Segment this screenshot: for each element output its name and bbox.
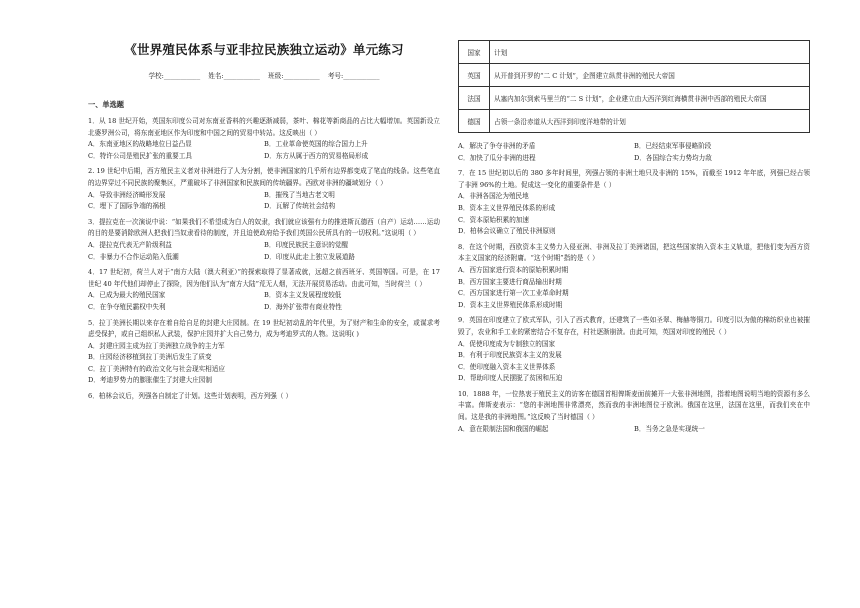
option: D．各国综合实力势均力敌 <box>634 153 712 162</box>
table-cell: 法国 <box>459 87 490 110</box>
question-7: 7．在 15 世纪初以后的 380 多年时间里，列强占领的非洲土地只及非洲的 15%，而截至 1912 年年底，列强已经占领了非洲 96%的土地。促成这一变化的重要条件是（ ） <box>458 169 810 189</box>
option: D．资本主义世界殖民体系形成时期 <box>458 300 563 309</box>
option: A．封建庄园主成为拉丁美洲独立战争的主力军 <box>88 341 225 350</box>
table-cell: 英国 <box>459 64 490 87</box>
question-10-options <box>458 424 810 436</box>
option: C．埋下了国际争端的祸根 <box>88 202 166 211</box>
question-8: 8．在这个时期，西欧资本主义势力入侵亚洲、非洲及拉丁美洲诸国，把这些国家纳入资本主义轨道，把他们变为西方资本主义国家的经济附庸。“这个时期”指的是（ ） <box>458 242 810 263</box>
option: B．庄园经济移植到拉丁美洲后发生了质变 <box>88 353 212 362</box>
option: B．摧残了当地古老文明 <box>264 190 335 199</box>
exam-number-field: 考号:___________ <box>327 72 380 80</box>
question-3: 3．提拉克在一次演说中说：“如果我们不希望成为白人的奴隶，我们就应该强有力的推进斯瓦德西（自产）运动……运动的目的是要消除欧洲人把我们当奴隶看待的制度，并且迫使政府给予我们英国公民所具有的一切权利。”这说明（ ） <box>88 217 440 238</box>
table-header-cell: 计划 <box>490 41 810 64</box>
question-5: 5．拉丁美洲长期以来存在着自给自足的封建大庄园制。在 19 世纪初动乱的年代里，为了财产和生命的安全，或谋求考虑受保护，或自己组织私人武装，保护庄园并扩大自己势力，成为考迪罗式的人物。这说明( ) <box>88 318 440 339</box>
question-4-options <box>88 290 440 313</box>
option: B．当务之急是实现统一 <box>634 424 705 433</box>
name-field: 姓名:___________ <box>208 72 260 80</box>
option: B．工业革命使英国的综合国力上升 <box>264 140 368 149</box>
table-cell: 从塞内加尔到索马里兰的“二 S 计划”，企业建立由大西洋到红海横贯非洲中西部的殖民大帝国 <box>490 87 810 110</box>
left-column <box>88 40 440 403</box>
option: B．有利于印度民族资本主义的发展 <box>458 351 562 360</box>
table-header-cell: 国家 <box>459 41 490 64</box>
table-row <box>459 110 810 133</box>
option: A．导致非洲经济畸形发展 <box>88 190 166 199</box>
question-4: 4．17 世纪初，荷兰人对于“南方大陆（澳大利亚）”的探索取得了显著成就，远超之前西班牙、英国等国。可是，在 17 世纪 40 年代他们却停止了探险，因为他们认为“南方大陆”荒无人烟，无法开展贸易活动。由此可知，当时荷兰（ ） <box>88 268 440 288</box>
option: A．意在限制法国和俄国的崛起 <box>458 424 549 433</box>
question-6-options <box>458 141 810 164</box>
table-row <box>459 87 810 110</box>
option: C．加快了瓜分非洲的进程 <box>458 153 536 162</box>
page-title: 《世界殖民体系与亚非拉民族独立运动》单元练习 <box>124 42 404 57</box>
question-5-options <box>88 341 440 387</box>
section-heading: 一、单选题 <box>88 100 124 109</box>
class-field: 班级:___________ <box>268 72 320 80</box>
question-1-options <box>88 139 440 162</box>
table-cell: 占领一条沿赤道从大西洋到印度洋地带的计划 <box>490 110 810 133</box>
option: C．拉丁美洲特有的政治文化与社会现实相适应 <box>88 364 225 373</box>
table-cell: 德国 <box>459 110 490 133</box>
question-1: 1．从 18 世纪开始，英国东印度公司对东南亚香料的兴趣逐渐减弱，茶叶、棉花等新商品的占比大幅增加。英国新设立北婆罗洲公司，将东南亚地区作为印度和中国之间的贸易中转站。这反映出（ ） <box>88 117 440 137</box>
question-3-options <box>88 240 440 263</box>
option: A．促使印度成为专制独立的国家 <box>458 339 556 348</box>
table-header-row <box>459 41 810 64</box>
option: B．印度民族民主意识的觉醒 <box>264 240 348 249</box>
question-6: 6．柏林会议后，列强各自制定了计划。这些计划表明，西方列强（ ） <box>88 392 293 401</box>
option: B．资本主义发展程度较低 <box>264 291 342 300</box>
option: A．非洲各国沦为殖民地 <box>458 192 529 201</box>
school-field: 学校:___________ <box>148 72 201 80</box>
question-10: 10．1888 年，一位热衷于殖民主义的访客在德国首相俾斯麦面前摊开一大张非洲地图，指着地图说明当地的资源有多么丰富。俾斯麦表示：“您的非洲地图非常漂亮，然而我的非洲地图位于欧洲。俄国在这里，法国在这里，而我们夹在中间。这是我的非洲地图。”这反映了当时德国（ ） <box>458 389 810 422</box>
option: A．已成为最大的殖民国家 <box>88 291 166 300</box>
question-2-options <box>88 190 440 213</box>
student-info-line <box>88 70 440 80</box>
option: A．东南亚地区的战略地位日益凸显 <box>88 140 192 149</box>
option: B．已经结束军事侵略阶段 <box>634 142 712 150</box>
option: C．非暴力不合作运动陷入低潮 <box>88 252 179 261</box>
question-9: 9．英国在印度建立了欧式军队，引入了西式教育，还建筑了一些如圣翠、梅赫等铜刀。印度引以为傲的棉纺织业也被摧毁了，农业和手工业的紧密结合不复存在，村社逐渐崩溃。由此可知，英国对印度的殖民（ ） <box>458 316 810 336</box>
option: C．使印度融入资本主义世界体系 <box>458 362 556 371</box>
option: A．提拉克代表无产阶级利益 <box>88 240 172 249</box>
option: C．特许公司是殖民扩张的重要工具 <box>88 151 192 160</box>
option: A．解决了争夺非洲的矛盾 <box>458 142 536 150</box>
option: C．西方国家进行第一次工业革命时期 <box>458 289 569 298</box>
question-9-options <box>458 339 810 385</box>
table-cell: 从开普到开罗的“二 C 计划”，企图建立纵贯非洲的殖民大帝国 <box>490 64 810 87</box>
option: A．西方国家进行资本的原始积累时期 <box>458 265 569 274</box>
option: D．柏林会议确立了殖民非洲原则 <box>458 227 556 236</box>
option: B．西方国家主要进行商品输出时期 <box>458 277 562 286</box>
option: D．考迪罗势力的膨胀催生了封建大庄园制 <box>88 376 212 385</box>
question-8-options <box>458 265 810 311</box>
option: D．印度从此走上独立发展道路 <box>264 252 356 261</box>
right-column <box>458 40 810 439</box>
plans-table <box>458 40 810 133</box>
option: D．东方从属于西方的贸易格局形成 <box>264 151 369 160</box>
table-row <box>459 64 810 87</box>
question-2: 2. 19 世纪中后期，西方殖民主义者对非洲进行了人为分割，使非洲国家的几乎所有边界都变成了笔直的线条。这些笔直的边界穿过不同民族的聚集区，严重破坏了非洲国家和民族间的传统疆界。西欧对非洲的疆域划分（ ） <box>88 167 440 187</box>
option: D．瓦解了传统社会结构 <box>264 202 336 211</box>
option: B．资本主义世界殖民体系的形成 <box>458 203 556 212</box>
option: D．海外扩张带有商业特性 <box>264 302 342 311</box>
option: C．在争夺殖民霸权中失利 <box>88 302 166 311</box>
option: C．资本原始积累的加速 <box>458 215 529 224</box>
question-7-options <box>458 191 810 237</box>
option: D．帮助印度人民摆脱了贫困和压迫 <box>458 374 563 383</box>
